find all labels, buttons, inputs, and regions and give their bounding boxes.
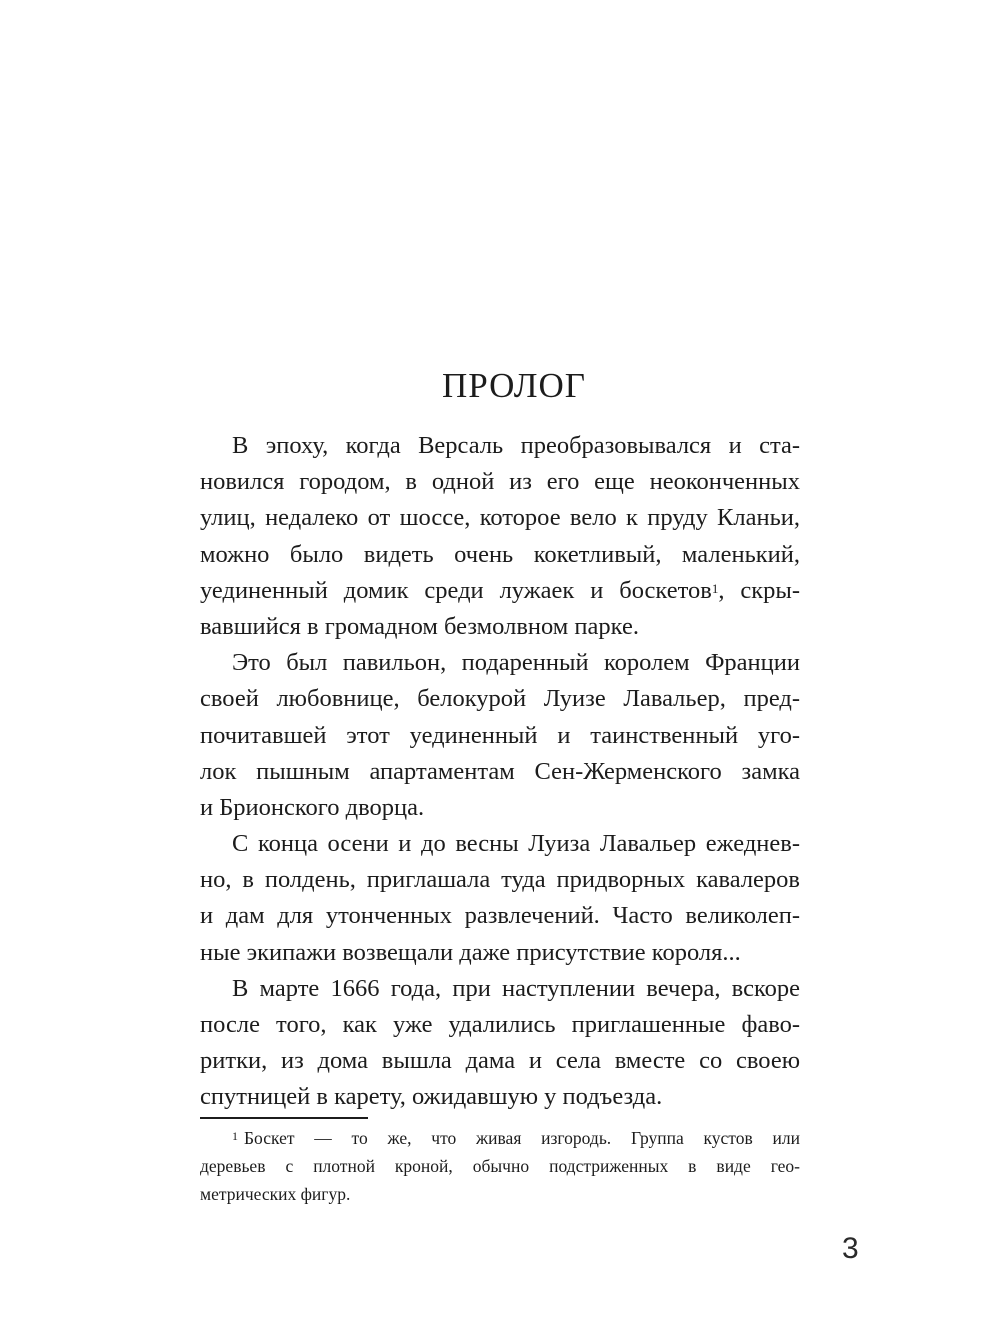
paragraph-2-line-3: почитавшей этот уединенный и таинственный уго- (200, 721, 800, 749)
footnote-line-2: деревьев с плотной кроной, обычно подстриженных в виде гео- (200, 1156, 800, 1176)
paragraph-1-line-4: можно было видеть очень кокетливый, маленький, (200, 540, 800, 568)
paragraph-3-line-2: но, в полдень, приглашала туда придворных кавалеров (200, 866, 800, 894)
paragraph-3-line-3: и дам для утонченных развлечений. Часто великолеп- (200, 902, 800, 930)
paragraph-4-line-3: ритки, из дома вышла дама и села вместе со своею (200, 1047, 800, 1075)
paragraph-1-line-5-text: уединенный домик среди лужаек и боскетов (200, 576, 712, 604)
paragraph-1-line-3: улиц, недалеко от шоссе, которое вело к пруду Кланьи, (200, 504, 800, 532)
footnote-line-1 (200, 1124, 800, 1152)
footnote-marker: 1 (232, 1129, 238, 1143)
paragraph-2-line-1: Это был павильон, подаренный королем Франции (232, 649, 800, 677)
page-number: 3 (842, 1232, 859, 1265)
footnote-reference: 1 (711, 580, 719, 596)
paragraph-3-line-1: С конца осени и до весны Луиза Лавальер ежеднев- (232, 830, 800, 858)
paragraph-2-line-5: и Брионского дворца. (200, 793, 425, 821)
paragraph-1-line-5 (200, 573, 800, 609)
paragraph-1-line-5-tail: , скры- (718, 576, 800, 604)
footnote-line-3: метрических фигур. (200, 1184, 351, 1204)
paragraph-4-line-2: после того, как уже удалились приглашенные фаво- (200, 1011, 800, 1038)
footnote-line-1-text: Боскет — то же, что живая изгородь. Группа кустов или (244, 1128, 800, 1148)
body-text (200, 428, 800, 1116)
paragraph-1-line-6: вавшийся в громадном безмолвном парке. (200, 612, 639, 640)
paragraph-4-line-4: спутницей в карету, ожидавшую у подъезда. (200, 1083, 663, 1111)
footnote-divider (200, 1117, 368, 1119)
chapter-title: ПРОЛОГ (442, 366, 586, 405)
paragraph-4-line-1: В марте 1666 года, при наступлении вечера, вскоре (232, 974, 800, 1002)
paragraph-1-line-2: новился городом, в одной из его еще неоконченных (200, 468, 800, 496)
paragraph-2-line-4: лок пышным апартаментам Сен-Жерменского замка (200, 757, 800, 785)
paragraph-2-line-2: своей любовнице, белокурой Луизе Лавальер, пред- (200, 685, 800, 713)
footnote (200, 1124, 800, 1208)
paragraph-3-line-4: ные экипажи возвещали даже присутствие короля... (200, 938, 741, 966)
paragraph-1-line-1: В эпоху, когда Версаль преобразовывался и ста- (232, 432, 800, 459)
